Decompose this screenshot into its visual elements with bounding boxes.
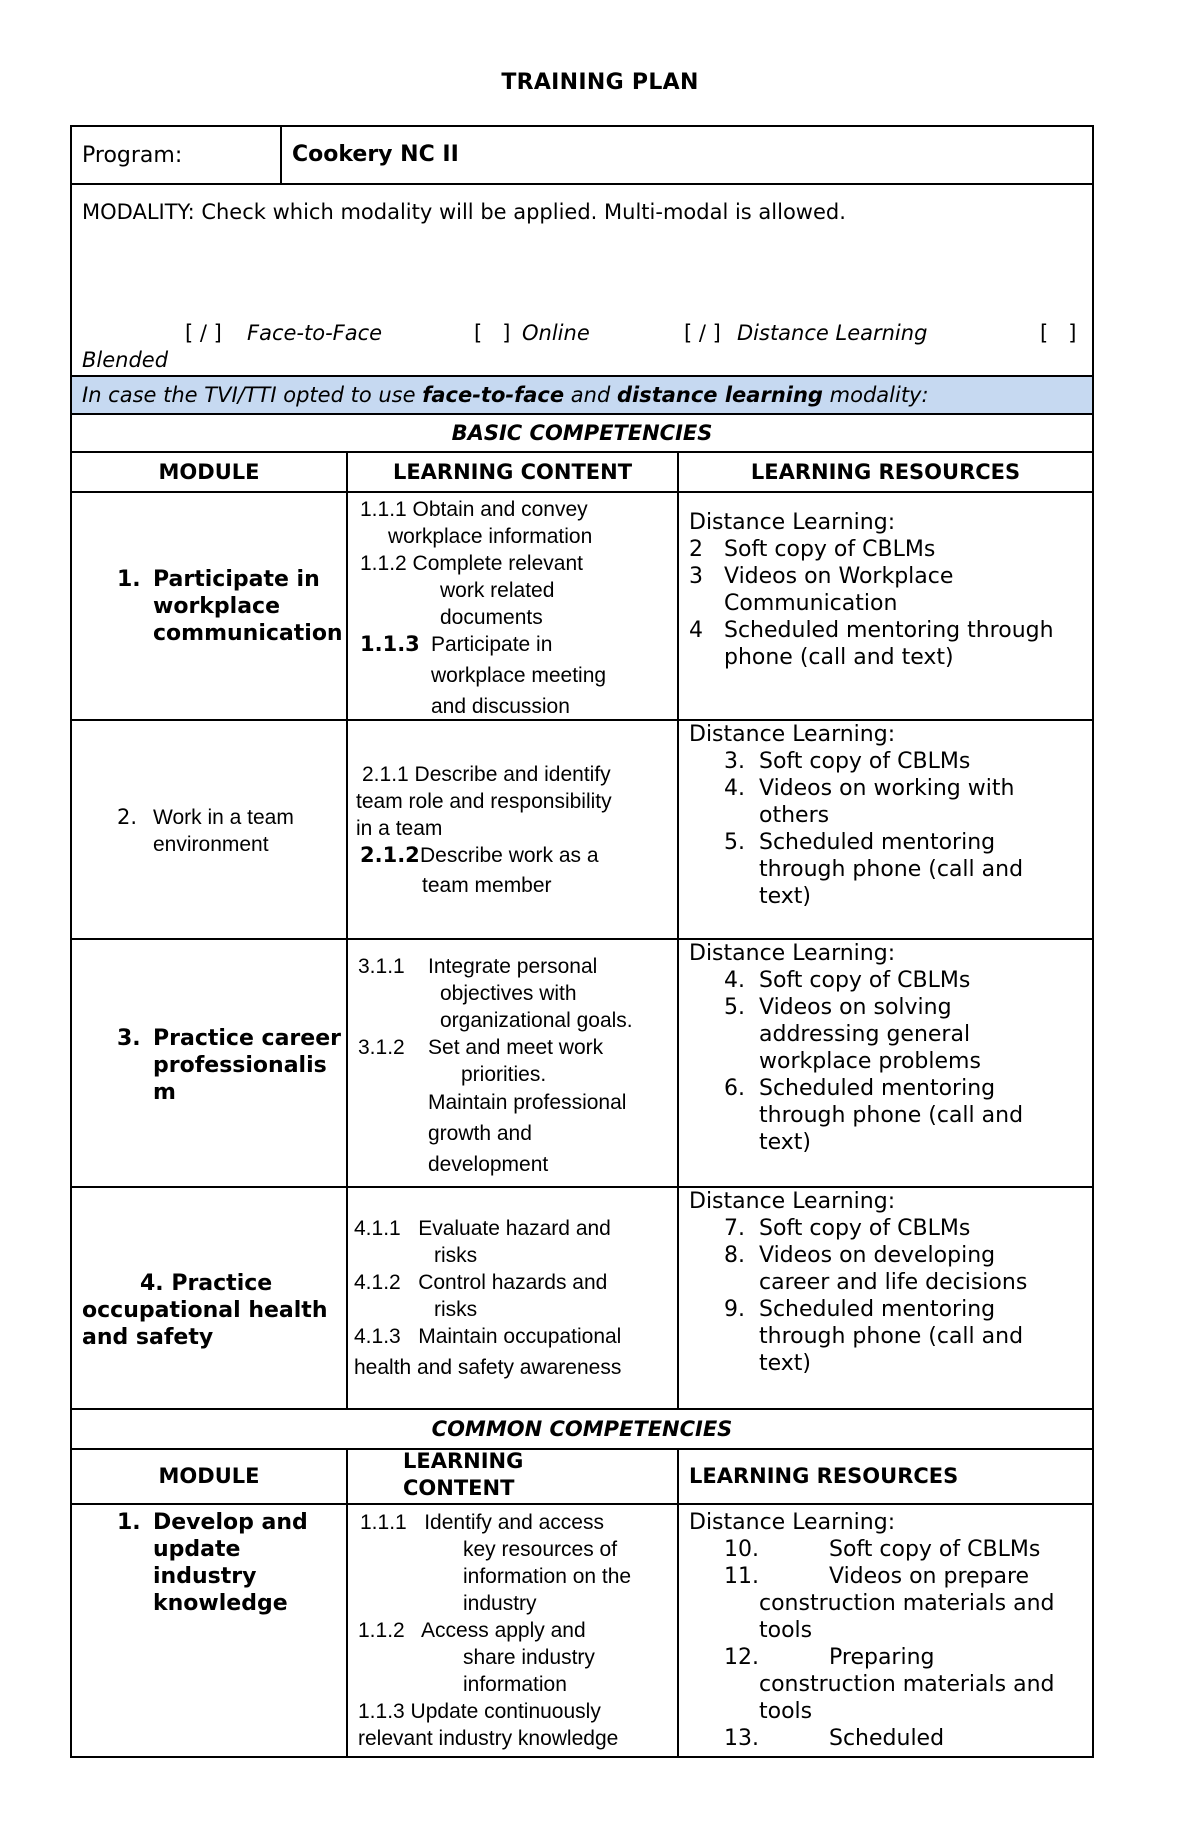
content-line: team member <box>422 874 552 897</box>
resource-text: text) <box>759 884 812 909</box>
common-row1-content <box>348 1505 677 1756</box>
resources-heading: Distance Learning: <box>689 722 896 747</box>
common-col-resources: LEARNING RESOURCES <box>679 1450 1092 1505</box>
resource-text: phone (call and text) <box>724 645 954 670</box>
resource-text: others <box>759 803 830 828</box>
resource-text: text) <box>759 1351 812 1376</box>
resource-text: career and life decisions <box>759 1270 1028 1295</box>
resource-text: Soft copy of CBLMs <box>829 1537 1041 1562</box>
content-line: Maintain professional <box>428 1091 627 1114</box>
resource-text: Scheduled mentoring <box>759 1076 996 1101</box>
common-col-content-line: CONTENT <box>403 1476 515 1500</box>
content-line: Participate in <box>431 633 553 656</box>
content-line: risks <box>434 1298 478 1321</box>
resource-text: construction materials and <box>759 1591 1055 1616</box>
content-line: 1.1.2 Complete relevant <box>360 552 583 575</box>
module-line: knowledge <box>153 1591 288 1616</box>
resource-text: through phone (call and <box>759 1103 1024 1128</box>
content-line: health and safety awareness <box>354 1356 622 1379</box>
content-line: workplace information <box>388 525 593 548</box>
content-line: work related <box>440 579 555 602</box>
resource-text: Soft copy of CBLMs <box>759 749 971 774</box>
resource-text: Scheduled mentoring through <box>724 618 1054 643</box>
basic-col-module: MODULE <box>72 453 348 493</box>
content-line: objectives with <box>440 982 577 1005</box>
content-line: team role and responsibility <box>356 790 612 813</box>
content-line: 4.1.1 Evaluate hazard and <box>354 1217 611 1240</box>
basic-col-resources: LEARNING RESOURCES <box>679 453 1092 493</box>
resource-number: 12. <box>724 1645 759 1670</box>
resources-heading: Distance Learning: <box>689 1510 896 1535</box>
module-line: industry <box>153 1564 257 1589</box>
resource-text: text) <box>759 1130 812 1155</box>
resource-number: 5. <box>724 995 745 1020</box>
resource-number: 9. <box>724 1297 745 1322</box>
content-line: relevant industry knowledge <box>358 1727 619 1750</box>
program-label: Program: <box>82 143 183 168</box>
common-col-content <box>348 1450 679 1505</box>
content-line: key resources of <box>463 1538 618 1561</box>
common-col-module: MODULE <box>72 1450 348 1505</box>
module-number: 2. <box>117 805 138 829</box>
resource-number: 6. <box>724 1076 745 1101</box>
common-row1-resources <box>679 1505 1092 1756</box>
content-line: in a team <box>356 817 443 840</box>
resource-number: 13. <box>724 1726 759 1751</box>
module-line: Develop and <box>153 1510 308 1535</box>
content-line: 3.1.1 Integrate personal <box>358 955 598 978</box>
content-line: organizational goals. <box>440 1009 633 1032</box>
modality-instruction: MODALITY: Check which modality will be applied. Multi-modal is allowed. <box>82 200 846 224</box>
resource-number: 7. <box>724 1216 745 1241</box>
resource-text: Communication <box>724 591 898 616</box>
resource-number: 2 <box>689 537 703 562</box>
banner-bold-1: face-to-face <box>422 383 565 407</box>
content-line: workplace meeting <box>431 664 607 687</box>
content-line: 2.1.2 <box>360 843 420 867</box>
module-line: environment <box>153 833 269 856</box>
content-line: 2.1.1 Describe and identify <box>362 763 611 786</box>
basic-competencies-heading: BASIC COMPETENCIES <box>72 415 1092 453</box>
basic-row4-resources <box>679 1188 1092 1408</box>
module-line: update <box>153 1537 241 1562</box>
content-line: documents <box>440 606 543 629</box>
banner-pre: In case the TVI/TTI opted to use <box>82 383 423 407</box>
module-number: 1. <box>117 1510 141 1535</box>
module-line: occupational health <box>82 1298 328 1323</box>
resource-text: Soft copy of CBLMs <box>759 968 971 993</box>
resource-text: Soft copy of CBLMs <box>759 1216 971 1241</box>
content-line: 4.1.3 Maintain occupational <box>354 1325 622 1348</box>
resource-number: 4. <box>724 776 745 801</box>
resource-text: Videos on Workplace <box>724 564 954 589</box>
resource-text: tools <box>759 1618 813 1643</box>
resources-heading: Distance Learning: <box>689 1189 896 1214</box>
program-value-cell <box>282 127 1092 185</box>
content-line: priorities. <box>461 1063 547 1086</box>
module-line: and safety <box>82 1325 214 1350</box>
module-line: Participate in <box>153 567 320 592</box>
content-line: industry <box>463 1592 537 1615</box>
resource-text: Scheduled <box>829 1726 945 1751</box>
resource-text: Scheduled mentoring <box>759 1297 996 1322</box>
content-line: information on the <box>463 1565 632 1588</box>
content-line: 1.1.1 Obtain and convey <box>360 498 588 521</box>
resources-heading: Distance Learning: <box>689 941 896 966</box>
module-number: 3. <box>117 1026 141 1051</box>
content-line: information <box>463 1673 567 1696</box>
program-value: Cookery NC II <box>292 142 459 167</box>
basic-row4-content <box>348 1188 677 1408</box>
basic-row1-content <box>348 493 677 719</box>
module-line: Practice career <box>153 1026 341 1051</box>
module-line: m <box>153 1080 176 1105</box>
resource-text: tools <box>759 1699 813 1724</box>
content-line: 1.1.2 Access apply and <box>358 1619 586 1642</box>
resource-number: 4. <box>724 968 745 993</box>
basic-row1-resources <box>679 493 1092 719</box>
resource-number: 3 <box>689 564 703 589</box>
content-line: 1.1.3 <box>360 632 420 656</box>
module-line: workplace <box>153 594 281 619</box>
resource-text: through phone (call and <box>759 1324 1024 1349</box>
banner-post: modality: <box>822 383 929 407</box>
content-line: growth and <box>428 1122 532 1145</box>
modality-dl-checkbox[interactable]: [ / ] <box>684 321 721 345</box>
content-line: risks <box>434 1244 478 1267</box>
resource-number: 4 <box>689 618 703 643</box>
resource-text: addressing general <box>759 1022 971 1047</box>
resource-text: through phone (call and <box>759 857 1024 882</box>
resource-text: Soft copy of CBLMs <box>724 537 936 562</box>
modality-ftf-checkbox[interactable]: [ / ] <box>185 321 222 345</box>
common-competencies-heading: COMMON COMPETENCIES <box>72 1410 1092 1450</box>
module-line: 4. Practice <box>140 1271 273 1296</box>
content-line: Describe work as a <box>420 844 599 867</box>
content-line: share industry <box>463 1646 595 1669</box>
resource-text: construction materials and <box>759 1672 1055 1697</box>
banner-mid: and <box>564 383 617 407</box>
resource-text: workplace problems <box>759 1049 981 1074</box>
resource-text: Preparing <box>829 1645 935 1670</box>
program-label-cell <box>72 127 282 185</box>
content-line: 4.1.2 Control hazards and <box>354 1271 608 1294</box>
basic-row2-resources <box>679 721 1092 938</box>
resource-number: 11. <box>724 1564 759 1589</box>
resource-text: Videos on developing <box>759 1243 996 1268</box>
common-col-content-line: LEARNING <box>403 1449 524 1473</box>
basic-row3-content <box>348 940 677 1186</box>
resource-text: Scheduled mentoring <box>759 830 996 855</box>
resource-number: 5. <box>724 830 745 855</box>
module-line: Work in a team <box>153 806 294 829</box>
resource-number: 10. <box>724 1537 759 1562</box>
modality-blended-label: Blended <box>82 348 169 372</box>
modality-cell <box>72 185 1092 377</box>
modality-dl-label: Distance Learning <box>737 321 928 345</box>
content-line: 1.1.1 Identify and access <box>360 1511 604 1534</box>
resource-number: 3. <box>724 749 745 774</box>
banner-bold-2: distance learning <box>616 383 823 407</box>
modality-banner <box>72 377 1092 415</box>
content-line: and discussion <box>431 695 570 718</box>
basic-row3-resources <box>679 940 1092 1186</box>
resource-text: Videos on prepare <box>829 1564 1030 1589</box>
content-line: development <box>428 1153 549 1176</box>
resources-heading: Distance Learning: <box>689 510 896 535</box>
modality-online-label: Online <box>522 321 590 345</box>
module-number: 1. <box>117 567 141 592</box>
basic-row2-content <box>348 721 677 938</box>
modality-blended-checkbox[interactable]: [ ] <box>1040 321 1077 345</box>
content-line: 1.1.3 Update continuously <box>358 1700 601 1723</box>
module-line: professionalis <box>153 1053 327 1078</box>
resource-text: Videos on solving <box>759 995 952 1020</box>
resource-number: 8. <box>724 1243 745 1268</box>
modality-online-checkbox[interactable]: [ ] <box>474 321 511 345</box>
document-title: TRAINING PLAN <box>501 70 699 95</box>
modality-ftf-label: Face-to-Face <box>247 321 383 345</box>
resource-text: Videos on working with <box>759 776 1015 801</box>
banner-text <box>82 383 929 407</box>
module-line: communication <box>153 621 343 646</box>
basic-col-content: LEARNING CONTENT <box>348 453 679 493</box>
content-line: 3.1.2 Set and meet work <box>358 1036 604 1059</box>
